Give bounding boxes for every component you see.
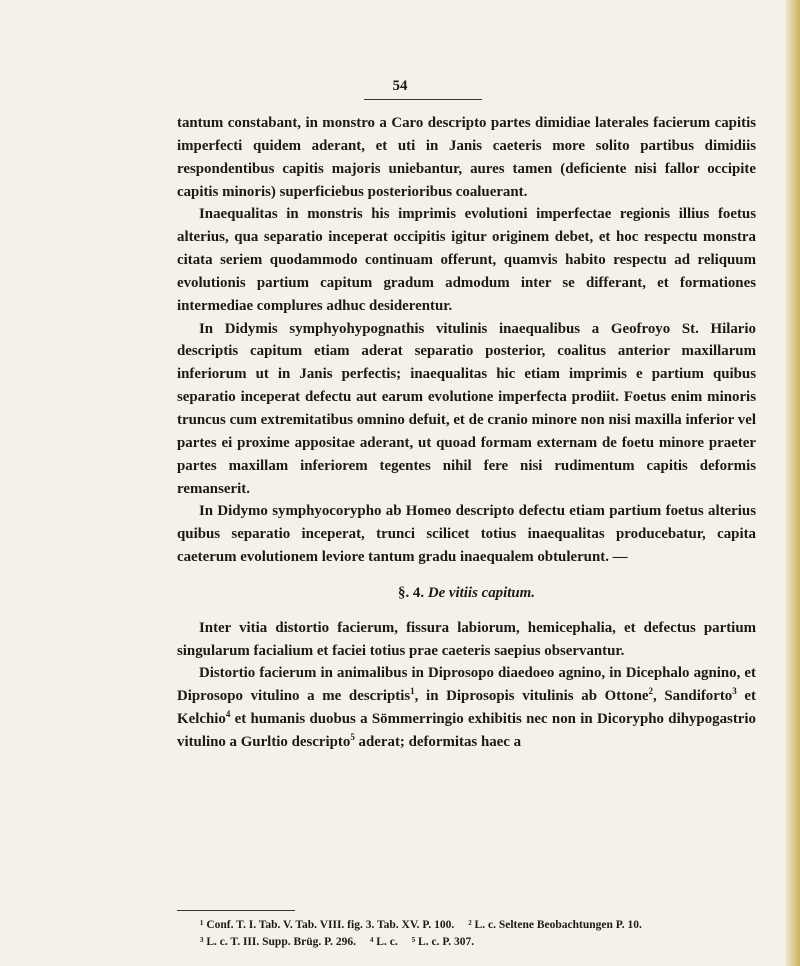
footnote-1: ¹ Conf. T. I. Tab. V. Tab. VIII. fig. 3. Tab. XV. P. 100.	[200, 919, 455, 931]
paragraph-6-text-3: , Sandiforto	[653, 688, 733, 705]
footnote-3: ³ L. c. T. III. Supp. Brüg. P. 296.	[200, 935, 356, 948]
footnote-ref-3: 3	[732, 686, 737, 697]
page-number: 54	[392, 78, 408, 94]
section-number: §. 4.	[398, 584, 425, 601]
header-rule	[364, 99, 482, 100]
page-edge-stain	[786, 0, 800, 966]
paragraph-4: In Didymo symphyocorypho ab Homeo descripto defectu etiam partium foetus alterius quibus separatio inceperat, trunci scilicet totius inaequalitas producebatur, capita caeterum evolutionem leviore tantum gradu inaequalem obtulerunt. —	[177, 503, 756, 566]
footnote-5: ⁵ L. c. P. 307.	[411, 935, 475, 948]
footnote-4: ⁴ L. c.	[369, 935, 398, 948]
paragraph-6-text-6: aderat; deformitas haec a	[354, 733, 522, 750]
footnote-ref-5: 5	[350, 731, 355, 742]
footnote-line-1	[200, 917, 760, 934]
paragraph-6-text-2: , in Diprosopis vitulinis ab Ottone	[414, 688, 649, 705]
section-title: De vitiis capitum.	[427, 584, 535, 601]
paragraph-6-text-5: et humanis duobus a Sömmerringio exhibitis nec non in Dicorypho dihypogastrio vitulino a Gurltio descripto	[177, 711, 756, 750]
paragraph-3: In Didymis symphyohypognathis vitulinis inaequalibus a Geofroyo St. Hilario descriptis capitum etiam aderat separatio posterior, coalitus anterior maxillarum inferiorum ut in Janis perfectis; inaequalitas hic etiam imprimis e partium quibus separatio inceperat defectu aut earum evolutione imperfecta prodiit. Foetus enim minoris truncus cum extremitatibus omnino defuit, et de cranio minore non nisi maxilla inferior vel partes ei proxime appositae aderant, ut quoad formam externam de foetu minore praeter partes maxillam inferiorem tegentes nihil fere nisi rudimentum capitis deformis remanserit.	[177, 320, 756, 497]
footnote-line-2	[200, 934, 760, 951]
section-heading	[177, 582, 756, 605]
paragraph-5: Inter vitia distortio facierum, fissura labiorum, hemicephalia, et defectus partium singularum facialium et faciei totius prae caeteris saepius observantur.	[177, 619, 756, 659]
paragraph-6-text-1: Distortio facierum in animalibus in Diprosopo diaedoeo agnino, in Dicephalo agnino, et Diprosopo vitulino a me descriptis	[177, 665, 756, 705]
body-text	[177, 112, 756, 754]
footnote-ref-2: 2	[648, 686, 653, 697]
footnote-rule	[177, 910, 295, 911]
footnotes	[200, 917, 760, 950]
paragraph-6-text-4: et Kelchio	[177, 688, 756, 728]
footnote-ref-1: 1	[410, 686, 415, 697]
footnote-2: ² L. c. Seltene Beobachtungen P. 10.	[468, 919, 642, 931]
paragraph-2: Inaequalitas in monstris his imprimis evolutioni imperfectae regionis illius foetus alterius, qua separatio inceperat occipitis igitur originem debet, et hoc respectu monstra citata seriem quodammodo continuam offerunt, quamvis habito respectu ad reliquum evolutionis partium capitum gradum admodum inter se differant, et formationes intermediae complures adhuc desiderentur.	[177, 206, 756, 314]
paragraph-6	[177, 662, 756, 753]
footnote-ref-4: 4	[225, 709, 231, 720]
paragraph-1: tantum constabant, in monstro a Caro descripto partes dimidiae laterales facierum capitis imperfecti quidem aderant, et uti in Janis caeteris more solito partibus dimidiis respondentibus capitis majoris uniebantur, aures tamen (deficiente nisi fallor occipite capitis minoris) superficiebus posterioribus coaluerant.	[177, 115, 756, 200]
